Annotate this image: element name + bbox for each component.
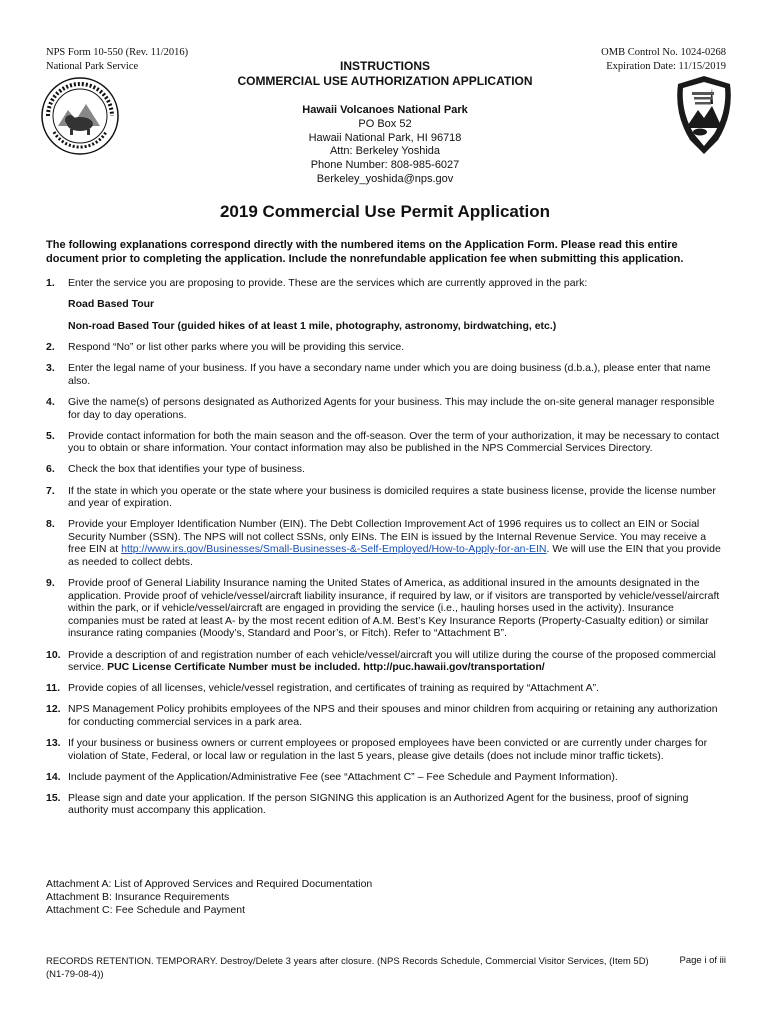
list-item <box>46 792 726 817</box>
item-text: If the state in which you operate or the state where your business is domiciled requires a state business license, provide the license number and year of expiration. <box>68 484 716 510</box>
records-retention-note: RECORDS RETENTION. TEMPORARY. Destroy/Delete 3 years after closure. (NPS Records Schedule, Commercial Visitor Services, (Item 5D) (N1-79-08-4)) <box>46 956 649 980</box>
application-heading: COMMERCIAL USE AUTHORIZATION APPLICATION <box>237 74 533 88</box>
city-state-zip: Hawaii National Park, HI 96718 <box>308 131 462 144</box>
park-name: Hawaii Volcanoes National Park <box>302 104 468 116</box>
item-number: 1. <box>46 277 55 289</box>
item-text-part: Provide a description of and registration number of each vehicle/vessel/aircraft you will utilize during the course of the proposed commercial service. <box>68 648 716 674</box>
item-text <box>68 649 726 674</box>
item-text: Give the name(s) of persons designated as Authorized Agents for your business. This may include the on-site general manager responsible for day to day operations. <box>68 396 715 421</box>
list-item <box>46 277 726 290</box>
item-number: 9. <box>46 577 55 590</box>
item-number: 6. <box>46 463 55 476</box>
instruction-list <box>46 277 726 826</box>
item-text-part: . We will use the EIN that you provide as needed to collect debts. <box>68 543 721 568</box>
item-text: Respond “No” or list other parks where you will be providing this service. <box>68 341 405 354</box>
attachment-c: Attachment C: Fee Schedule and Payment <box>46 904 246 916</box>
instructions-heading: INSTRUCTIONS <box>340 59 430 73</box>
item-text: Provide contact information for both the main season and the off-season. Over the term of your authorization, it may be necessary to contact you to obtain or share information. Your contact information may also be published in the NPS Commercial Services Directory. <box>68 429 720 455</box>
attachments-list <box>46 878 372 917</box>
item-number: 5. <box>46 429 55 442</box>
item-text <box>68 518 726 568</box>
item-text: Check the box that identifies your type of business. <box>68 463 305 476</box>
approved-service-non-road-tour: Non-road Based Tour (guided hikes of at least 1 mile, photography, astronomy, birdwatching, etc.) <box>68 319 557 332</box>
item-text: Include payment of the Application/Administrative Fee (see “Attachment C” – Fee Schedule and Payment Information). <box>68 770 618 783</box>
list-item <box>46 737 726 762</box>
list-item <box>46 577 726 640</box>
item-text: Enter the legal name of your business. If you have a secondary name under which you are doing business (d.b.a.), please enter that name also. <box>68 362 711 387</box>
list-item <box>46 771 726 784</box>
item-text-part: Provide your Employer Identification Number (EIN). The Debt Collection Improvement Act of 1996 requires us to collect an EIN or Social Security Number (SSN). The NPS will not collect SSNs, only EINs. The EIN is issued by the Internal Revenue Service. You may receive a free EIN at <box>68 518 707 556</box>
attention-line: Attn: Berkeley Yoshida <box>329 145 441 158</box>
item-number: 10. <box>46 648 61 661</box>
phone-number: Phone Number: 808-985-6027 <box>310 159 460 172</box>
approved-service-road-tour: Road Based Tour <box>68 298 155 311</box>
intro-paragraph: The following explanations correspond directly with the numbered items on the Application Form. Please read this entire document prior to completing the application. Include the nonrefundable application fee when submitting this application. <box>46 239 684 265</box>
attachment-a: Attachment A: List of Approved Services and Required Documentation <box>46 878 373 890</box>
form-number: NPS Form 10-550 (Rev. 11/2016) <box>46 47 189 58</box>
item-number: 8. <box>46 518 55 531</box>
item-text: Please sign and date your application. If the person SIGNING this application is an Authorized Agent for the business, proof of signing authority must accompany this application. <box>68 791 689 817</box>
item-text: If your business or business owners or current employees or proposed employees have been convicted or are currently under charges for violation of State, Federal, or local law or regulation in the last 5 years, please give details (does not include minor traffic tickets). <box>68 737 708 762</box>
item-number: 14. <box>46 770 61 783</box>
list-item <box>46 703 726 728</box>
item-text: NPS Management Policy prohibits employees of the NPS and their spouses and minor children from acquiring or retaining any authorization for conducting commercial services in a park area. <box>68 703 718 728</box>
list-item <box>46 341 726 354</box>
item-number: 11. <box>46 682 61 695</box>
page-number: Page i of iii <box>679 955 726 966</box>
park-contact-block <box>0 104 770 187</box>
item-number: 15. <box>46 791 61 804</box>
item-number: 2. <box>46 341 55 354</box>
puc-license-note: PUC License Certificate Number must be included. http://puc.hawaii.gov/transportation/ <box>107 661 545 674</box>
po-box: PO Box 52 <box>358 117 412 130</box>
irs-ein-link[interactable]: http://www.irs.gov/Businesses/Small-Businesses-&-Self-Employed/How-to-Apply-for-an-EIN <box>121 543 547 556</box>
attachment-b: Attachment B: Insurance Requirements <box>46 891 230 903</box>
list-item <box>46 518 726 568</box>
item-text: Provide copies of all licenses, vehicle/vessel registration, and certificates of training as required by “Attachment A”. <box>68 682 600 695</box>
list-item <box>46 430 726 455</box>
list-item <box>46 682 726 695</box>
expiration-date: Expiration Date: 11/15/2019 <box>606 61 726 72</box>
form-title-block <box>0 59 770 89</box>
list-item <box>46 396 726 421</box>
item-text: Provide proof of General Liability Insurance naming the United States of America, as additional insured in the amounts designated in the application. Provide proof of vehicle/vessel/aircraft liability insurance, if required by law, or if visitors are transported by vehicle/vessel/aircraft within the park, or if vehicle/vessel/aircraft are engaged in providing the service (i.e., hauling horses used in the activity). Insurance companies must be rated at least A- by the most recent edition of A.M. Best’s Key Insurance Reports (Property-Casualty edition) or similar insurance rating companies (Moody’s, Standard and Poor’s, or Fitch). Refer to “Attachment B”. <box>68 577 720 640</box>
agency-name: National Park Service <box>46 61 139 72</box>
item-number: 12. <box>46 703 61 716</box>
list-item <box>46 485 726 510</box>
item-text: Enter the service you are proposing to provide. These are the services which are currently approved in the park: <box>68 277 588 289</box>
item-number: 13. <box>46 737 61 750</box>
omb-control-number: OMB Control No. 1024-0268 <box>601 47 726 58</box>
document-title: 2019 Commercial Use Permit Application <box>219 202 551 221</box>
item-number: 3. <box>46 362 55 375</box>
item-number: 4. <box>46 396 55 409</box>
contact-email: Berkeley_yoshida@nps.gov <box>316 172 454 185</box>
list-item <box>46 649 726 674</box>
list-item <box>46 362 726 387</box>
item-number: 7. <box>46 484 55 497</box>
list-item <box>46 463 726 476</box>
